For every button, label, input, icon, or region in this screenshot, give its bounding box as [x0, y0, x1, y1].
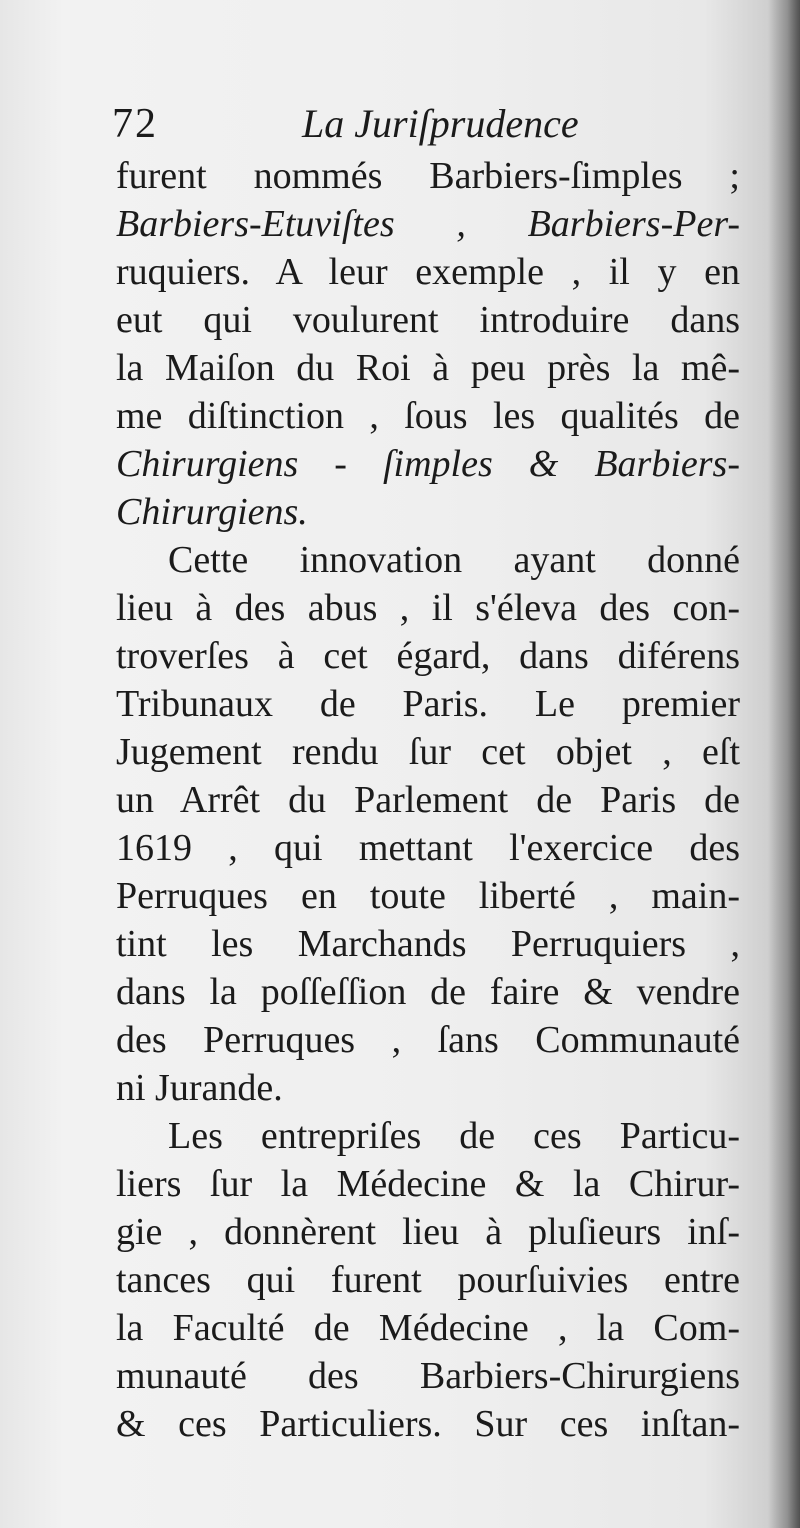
- text-line: tint les Marchands Perruquiers ,: [116, 923, 740, 965]
- text-line: la Maiſon du Roi à peu près la mê-: [116, 347, 740, 389]
- text-line: eut qui voulurent introduire dans: [116, 299, 740, 341]
- page-header: [112, 100, 632, 148]
- text-line: lieu à des abus , il s'éleva des con-: [116, 587, 740, 629]
- text-line: Chirurgiens.: [116, 491, 308, 533]
- text-line: un Arrêt du Parlement de Paris de: [116, 779, 740, 821]
- text-line: & ces Particuliers. Sur ces inſtan-: [116, 1403, 740, 1445]
- text-line: Cette innovation ayant donné: [168, 539, 740, 581]
- page-number: 72: [112, 101, 158, 147]
- text-line: gie , donnèrent lieu à pluſieurs inſ-: [116, 1211, 740, 1253]
- text-line: 1619 , qui mettant l'exercice des: [116, 827, 740, 869]
- text-line: tances qui furent pourſuivies entre: [116, 1259, 740, 1301]
- text-line: Jugement rendu ſur cet objet , eſt: [116, 731, 740, 773]
- text-line: ruquiers. A leur exemple , il y en: [116, 251, 740, 293]
- text-line: Barbiers-Etuviſtes , Barbiers-Per-: [116, 203, 740, 245]
- running-title: La Juriſprudence: [302, 101, 579, 146]
- text-line: liers ſur la Médecine & la Chirur-: [116, 1163, 740, 1205]
- page-gutter-shadow: [768, 0, 800, 1528]
- text-line: des Perruques , ſans Communauté: [116, 1019, 740, 1061]
- text-line: munauté des Barbiers-Chirurgiens: [116, 1355, 740, 1397]
- text-line: Les entrepriſes de ces Particu-: [168, 1115, 740, 1157]
- text-line: Tribunaux de Paris. Le premier: [116, 683, 740, 725]
- text-line: la Faculté de Médecine , la Com-: [116, 1307, 740, 1349]
- text-line: Perruques en toute liberté , main-: [116, 875, 740, 917]
- text-line: me diſtinction , ſous les qualités de: [116, 395, 740, 437]
- text-line: ni Jurande.: [116, 1067, 283, 1109]
- text-line: Chirurgiens - ſimples & Barbiers-: [116, 443, 740, 485]
- text-line: troverſes à cet égard, dans diférens: [116, 635, 740, 677]
- body-text: [116, 152, 740, 1448]
- text-line: furent nommés Barbiers-ſimples ;: [116, 155, 740, 197]
- text-line: dans la poſſeſſion de faire & vendre: [116, 971, 740, 1013]
